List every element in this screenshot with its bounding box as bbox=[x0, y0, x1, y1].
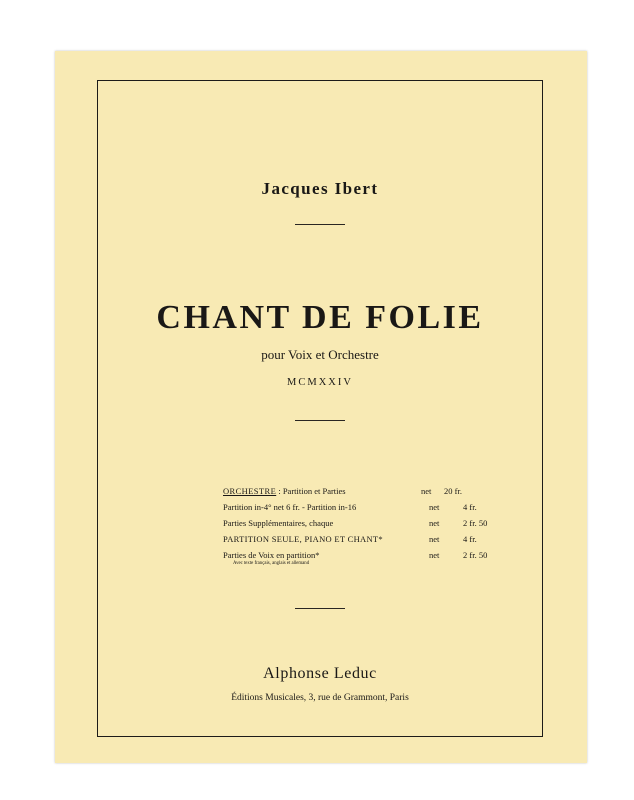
divider-rule bbox=[295, 224, 345, 225]
composer-name: Jacques Ibert bbox=[261, 179, 379, 198]
language-note: Avec texte français, anglais et allemand bbox=[233, 561, 310, 566]
cover-frame bbox=[97, 80, 543, 737]
work-subtitle: pour Voix et Orchestre bbox=[261, 347, 379, 362]
listing-label: PARTITION SEULE, PIANO ET CHANT* bbox=[223, 534, 383, 544]
listing-row bbox=[223, 531, 543, 547]
publisher-address: Éditions Musicales, 3, rue de Grammont, Paris bbox=[231, 693, 409, 703]
listing-net: net bbox=[429, 518, 440, 528]
listing-net: net bbox=[421, 486, 432, 496]
edition-listing bbox=[223, 483, 543, 568]
listing-price: 2 fr. 50 bbox=[463, 550, 488, 560]
listing-net: net bbox=[429, 502, 440, 512]
listing-label: Parties de Voix en partition* bbox=[223, 550, 320, 560]
listing-price: 4 fr. bbox=[463, 534, 477, 544]
listing-row bbox=[223, 483, 543, 499]
listing-row bbox=[223, 499, 543, 515]
listing-header: ORCHESTRE bbox=[223, 486, 277, 496]
listing-net: net bbox=[429, 534, 440, 544]
listing-net: net bbox=[429, 550, 440, 560]
publisher-name: Alphonse Leduc bbox=[263, 665, 377, 682]
divider-rule bbox=[295, 420, 345, 421]
listing-price: 20 fr. bbox=[444, 486, 462, 496]
listing-label: Parties Supplémentaires, chaque bbox=[223, 518, 334, 528]
divider-rule bbox=[295, 608, 345, 609]
listing-price: 4 fr. bbox=[463, 502, 477, 512]
listing-label: Partition in-4° net 6 fr. - Partition in-16 bbox=[223, 502, 357, 512]
listing-row bbox=[223, 515, 543, 531]
listing-price: 2 fr. 50 bbox=[463, 518, 488, 528]
listing-label: ORCHESTRE : Partition et Parties bbox=[223, 486, 346, 496]
work-title: CHANT DE FOLIE bbox=[156, 299, 484, 336]
score-cover bbox=[55, 51, 587, 763]
work-year: MCMXXIV bbox=[287, 377, 353, 388]
